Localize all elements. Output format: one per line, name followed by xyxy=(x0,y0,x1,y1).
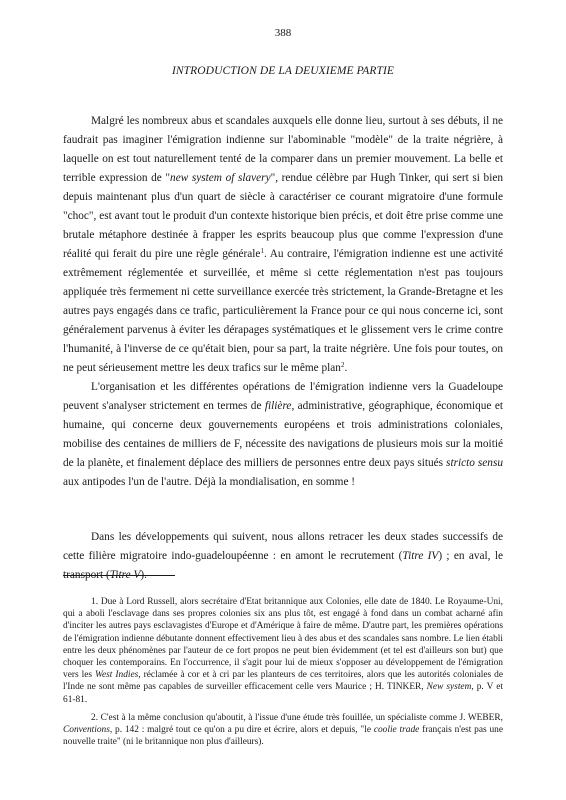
body-paragraph-3: Dans les développements qui suivent, nous allons retracer les deux stades successifs de cette filière migratoire indo-guadeloupéenne : en amont le recrutement (Titre IV) ; en aval, le transport (Titre V). xyxy=(63,531,503,581)
page-number: 388 xyxy=(274,27,292,39)
footnote-2: 2. C'est à la même conclusion qu'aboutit, à l'issue d'une étude très fouillée, un spécialiste comme J. WEBER, Conventions, p. 142 : malgré tout ce qu'on a pu dire et écrire, alors et depuis, "le coolie trade français n'est pas une nouvelle traite" (ni le britannique non plus d'ailleurs). xyxy=(63,712,503,748)
footnote-ref-1[interactable]: 1 xyxy=(260,247,264,255)
part-title: INTRODUCTION DE LA DEUXIEME PARTIE xyxy=(171,65,395,77)
footnote-separator xyxy=(63,575,175,576)
footnote-ref-2[interactable]: 2 xyxy=(340,361,345,369)
footnote-1: 1. Due à Lord Russell, alors secrétaire d'Etat britannique aux Colonies, elle date de 1840. Le Royaume-Uni, qui a aboli l'esclavage dans ses propres colonies six ans plus tôt, est engagé à fond dans un combat acharné afin d'inciter les autres pays esclavagistes d'Europe et d'Amérique à faire de même. D'autre part, les premières opérations de l'émigration indienne débutante donnent effectivement lieu à des abus et des scandales sans nombre. Le lien établi entre les deux phénomènes par l'auteur de ce fort propos ne peut bien évidemment (et tel est d'ailleurs son but) que choquer les contemporains. En l'occurrence, il s'agit pour lui de mieux s'opposer au développement de l'émigration vers les West Indies, réclamée à cor et à cri par les planteurs de ces territoires, alors que les autorités coloniales de l'Inde ne sont même pas capables de surveiller efficacement celle vers Maurice ; H. TINKER, New system, p. V et 61-81. xyxy=(63,597,503,705)
body-paragraph-2: L'organisation et les différentes opérations de l'émigration indienne vers la Guadeloupe peuvent s'analyser strictement en termes de filière, administrative, géographique, économique et humaine, qui concerne deux gouvernements européens et trois administrations coloniales, mobilise des centaines de milliers de F, nécessite des navigations de plusieurs mois sur la moitié de la planète, et finalement déplace des milliers de personnes entre deux pays situés stricto sensu aux antipodes l'un de l'autre. Déjà la mondialisation, en somme ! xyxy=(63,381,503,488)
footnotes xyxy=(63,596,503,754)
body-paragraph-1: Malgré les nombreux abus et scandales auxquels elle donne lieu, surtout à ses débuts, il ne faudrait pas imaginer l'émigration indienne sur l'abominable "modèle" de la traite négrière, à laquelle on est tout naturellement tenté de la comparer dans un premier mouvement. La belle et terrible expression de "new system of slavery", rendue célèbre par Hugh Tinker, qui sert si bien depuis maintenant plus d'un quart de siècle à caractériser ce courant migratoire d'une formule "choc", est avant tout le produit d'un contexte historique bien précis, et doit être prise comme une brutale métaphore destinée à frapper les esprits beaucoup plus que comme l'expression d'une réalité qui ferait du pire une règle générale$^1$. Au contraire, l'émigration indienne est une activité extrêmement réglementée et surveillée, et même si cette réglementation n'est pas toujours appliquée très fermement ni cette surveillance exercée très strictement, la Grande-Bretagne et les autres pays engagés dans ce trafic, particulièrement la France pour ce qui nous concerne ici, sont généralement parvenus à éviter les dérapages systématiques et le glissement vers le crime contre l'humanité, à l'inverse de ce qu'était bien, pour sa part, la traite négrière. Une fois pour toutes, on ne peut sérieusement mettre les deux trafics sur le même plan$^2$. xyxy=(63,115,504,374)
